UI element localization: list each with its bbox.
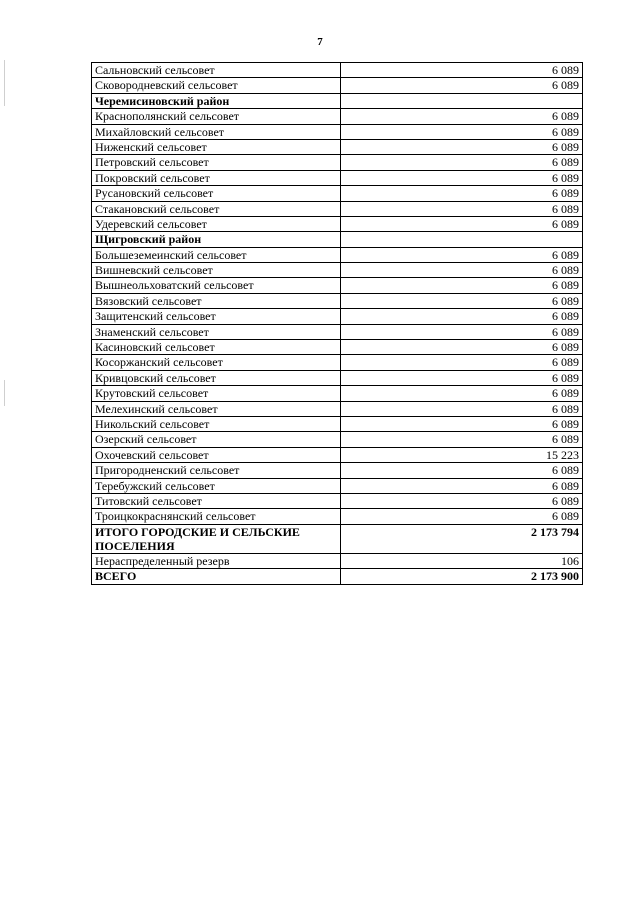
amount-cell: 6 089 — [341, 201, 583, 216]
amount-cell: 6 089 — [341, 278, 583, 293]
amount-cell: 6 089 — [341, 170, 583, 185]
page-number: 7 — [317, 36, 323, 48]
settlement-name-cell: Петровский сельсовет — [92, 155, 341, 170]
table-row — [92, 247, 583, 262]
settlement-name-cell: Защитенский сельсовет — [92, 309, 341, 324]
amount-cell: 2 173 900 — [341, 569, 583, 584]
settlement-name-cell: ИТОГО ГОРОДСКИЕ И СЕЛЬСКИЕ ПОСЕЛЕНИЯ — [92, 524, 341, 553]
settlement-name-cell: Охочевский сельсовет — [92, 447, 341, 462]
settlement-name-cell: Сальновский сельсовет — [92, 63, 341, 78]
settlement-name-cell: Теребужский сельсовет — [92, 478, 341, 493]
table-row — [92, 263, 583, 278]
settlement-name-cell: Краснополянский сельсовет — [92, 109, 341, 124]
settlement-name-cell: Пригородненский сельсовет — [92, 463, 341, 478]
amount-cell: 2 173 794 — [341, 524, 583, 553]
settlement-name-cell: Вязовский сельсовет — [92, 293, 341, 308]
table-row — [92, 493, 583, 508]
amount-cell: 6 089 — [341, 186, 583, 201]
amount-cell: 6 089 — [341, 155, 583, 170]
settlement-name-cell: Михайловский сельсовет — [92, 124, 341, 139]
amount-cell: 106 — [341, 553, 583, 568]
amount-cell: 15 223 — [341, 447, 583, 462]
amount-cell — [341, 232, 583, 247]
district-header-row — [92, 93, 583, 108]
amount-cell: 6 089 — [341, 493, 583, 508]
amount-cell: 6 089 — [341, 509, 583, 524]
settlement-name-cell: Сковородневский сельсовет — [92, 78, 341, 93]
table-row — [92, 78, 583, 93]
amount-cell: 6 089 — [341, 463, 583, 478]
settlement-name-cell: Щигровский район — [92, 232, 341, 247]
budget-allocation-table — [91, 62, 583, 585]
amount-cell: 6 089 — [341, 309, 583, 324]
settlement-name-cell: Озерский сельсовет — [92, 432, 341, 447]
settlement-name-cell: Касиновский сельсовет — [92, 340, 341, 355]
table-row — [92, 63, 583, 78]
district-header-row — [92, 232, 583, 247]
table-row — [92, 309, 583, 324]
table-row — [92, 201, 583, 216]
table-row — [92, 553, 583, 568]
settlement-name-cell: Вышнеольховатский сельсовет — [92, 278, 341, 293]
table-row — [92, 170, 583, 185]
table-row — [92, 340, 583, 355]
amount-cell — [341, 93, 583, 108]
amount-cell: 6 089 — [341, 216, 583, 231]
settlement-name-cell: Стакановский сельсовет — [92, 201, 341, 216]
table-row — [92, 186, 583, 201]
table-row — [92, 432, 583, 447]
settlement-name-cell: Удеревский сельсовет — [92, 216, 341, 231]
settlement-name-cell: Вишневский сельсовет — [92, 263, 341, 278]
table-row — [92, 478, 583, 493]
table-row — [92, 109, 583, 124]
table-row — [92, 401, 583, 416]
settlement-name-cell: Знаменский сельсовет — [92, 324, 341, 339]
grand-total-row — [92, 569, 583, 584]
amount-cell: 6 089 — [341, 386, 583, 401]
amount-cell: 6 089 — [341, 401, 583, 416]
amount-cell: 6 089 — [341, 324, 583, 339]
amount-cell: 6 089 — [341, 416, 583, 431]
table-row — [92, 509, 583, 524]
table-row — [92, 416, 583, 431]
amount-cell: 6 089 — [341, 340, 583, 355]
table-row — [92, 370, 583, 385]
amount-cell: 6 089 — [341, 355, 583, 370]
settlement-name-cell: Крутовский сельсовет — [92, 386, 341, 401]
amount-cell: 6 089 — [341, 293, 583, 308]
amount-cell: 6 089 — [341, 63, 583, 78]
scan-edge-mark — [4, 60, 5, 106]
table-row — [92, 447, 583, 462]
amount-cell: 6 089 — [341, 432, 583, 447]
amount-cell: 6 089 — [341, 370, 583, 385]
table-row — [92, 355, 583, 370]
table-row — [92, 324, 583, 339]
subtotal-row — [92, 524, 583, 553]
settlement-name-cell: Нераспределенный резерв — [92, 553, 341, 568]
amount-cell: 6 089 — [341, 109, 583, 124]
table-row — [92, 293, 583, 308]
amount-cell: 6 089 — [341, 139, 583, 154]
table-row — [92, 139, 583, 154]
table-row — [92, 386, 583, 401]
amount-cell: 6 089 — [341, 247, 583, 262]
scan-edge-mark — [4, 380, 5, 406]
table-row — [92, 155, 583, 170]
settlement-name-cell: Ниженский сельсовет — [92, 139, 341, 154]
settlement-name-cell: Мелехинский сельсовет — [92, 401, 341, 416]
settlement-name-cell: Покровский сельсовет — [92, 170, 341, 185]
settlement-name-cell: Русановский сельсовет — [92, 186, 341, 201]
table-row — [92, 216, 583, 231]
settlement-name-cell: Большеземеинский сельсовет — [92, 247, 341, 262]
settlement-name-cell: Троицкокраснянский сельсовет — [92, 509, 341, 524]
table-row — [92, 463, 583, 478]
settlement-name-cell: Черемисиновский район — [92, 93, 341, 108]
settlement-name-cell: Косоржанский сельсовет — [92, 355, 341, 370]
amount-cell: 6 089 — [341, 263, 583, 278]
settlement-name-cell: ВСЕГО — [92, 569, 341, 584]
settlement-name-cell: Кривцовский сельсовет — [92, 370, 341, 385]
settlement-name-cell: Никольский сельсовет — [92, 416, 341, 431]
amount-cell: 6 089 — [341, 124, 583, 139]
settlement-name-cell: Титовский сельсовет — [92, 493, 341, 508]
table-row — [92, 124, 583, 139]
table-row — [92, 278, 583, 293]
amount-cell: 6 089 — [341, 478, 583, 493]
amount-cell: 6 089 — [341, 78, 583, 93]
